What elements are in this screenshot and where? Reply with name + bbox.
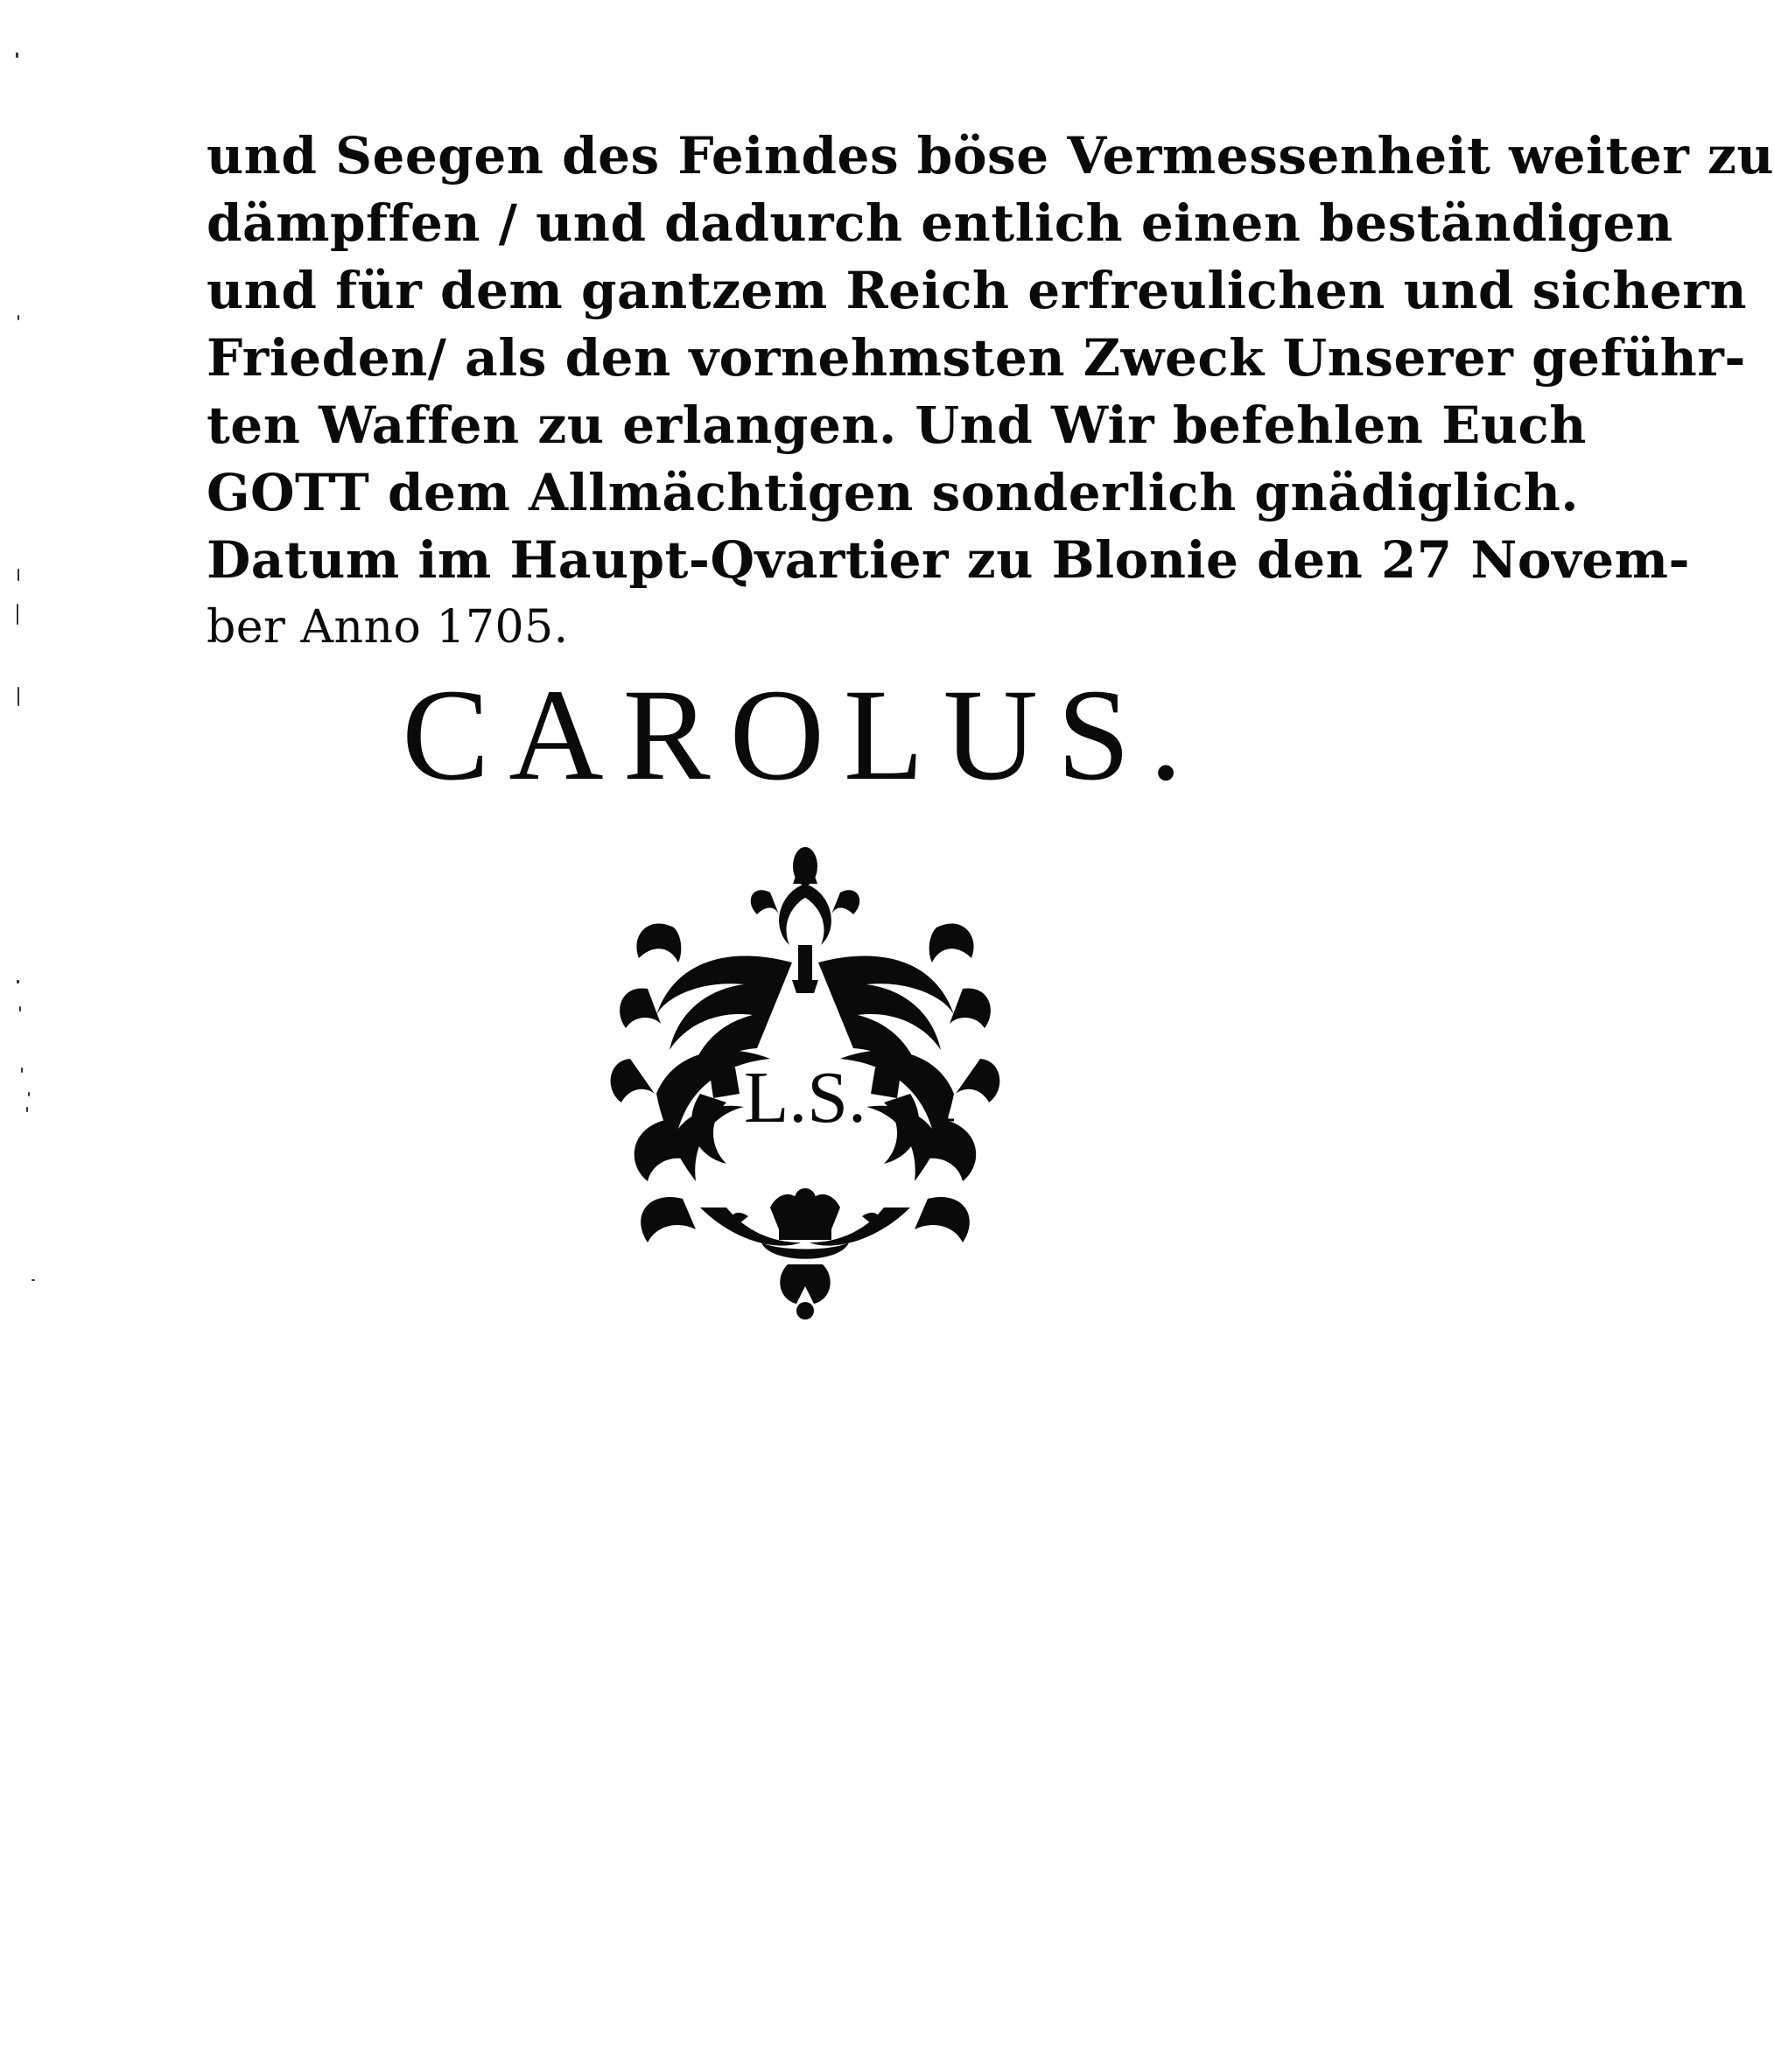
body-line: und Seegen des Feindes böse Vermessenheit weiter zu	[207, 126, 1774, 186]
seal-ornament	[595, 831, 1015, 1356]
royal-signature: CAROLUS.	[402, 662, 1202, 808]
body-line: ten Waffen zu erlangen. Und Wir befehlen Euch	[207, 396, 1587, 455]
seal-monogram: L.S.	[743, 1057, 867, 1138]
date-line: Datum im Haupt-Qvartier zu Blonie den 27 Novem-	[207, 530, 1691, 590]
decree-body-text	[207, 122, 1774, 662]
body-line: und für dem gantzem Reich erfreulichen und sichern	[207, 261, 1748, 320]
body-line: Frieden/ als den vornehmsten Zweck Unserer geführ-	[207, 328, 1746, 388]
body-line: GOTT dem Allmächtigen sonderlich gnädiglich.	[207, 463, 1580, 522]
date-line-end: ber Anno 1705.	[207, 601, 569, 654]
body-line: dämpffen / und dadurch entlich einen beständigen	[207, 193, 1673, 253]
